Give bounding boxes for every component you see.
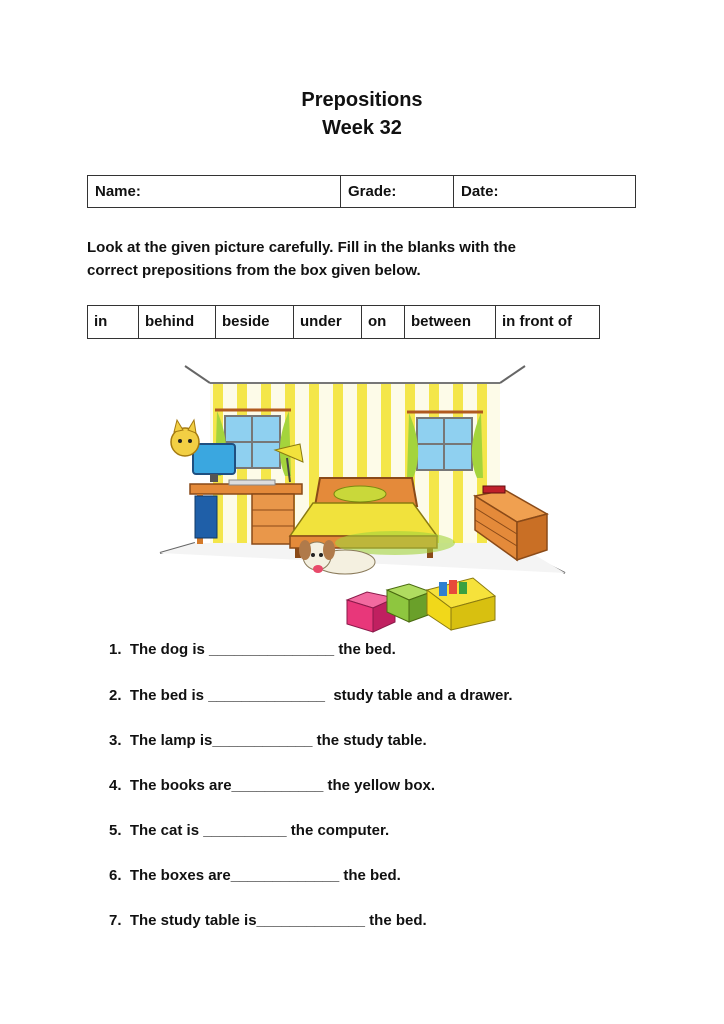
question-4: 4. The books are___________ the yellow box. [109, 777, 435, 794]
date-field[interactable]: Date: [461, 183, 499, 200]
worksheet-title: Prepositions [301, 89, 423, 111]
worksheet-subtitle: Week 32 [322, 117, 402, 139]
question-3: 3. The lamp is____________ the study table. [109, 732, 427, 749]
question-2: 2. The bed is ______________ study table and a drawer. [109, 687, 513, 704]
right-window [407, 412, 483, 478]
bedroom-illustration [155, 358, 575, 638]
instructions-line-1: Look at the given picture carefully. Fill in the blanks with the [87, 239, 516, 256]
boxes [347, 578, 495, 632]
grade-field[interactable]: Grade: [341, 176, 454, 207]
instructions-line-2: correct prepositions from the box given below. [87, 262, 421, 279]
question-1: 1. The dog is _______________ the bed. [109, 641, 396, 658]
word-in: in [88, 306, 139, 338]
question-6: 6. The boxes are_____________ the bed. [109, 867, 401, 884]
word-behind: behind [139, 306, 216, 338]
word-between: between [405, 306, 496, 338]
word-in-front-of: in front of [502, 313, 572, 330]
name-field[interactable]: Name: [88, 176, 341, 207]
cat [171, 420, 199, 456]
word-beside: beside [216, 306, 294, 338]
instructions [87, 236, 647, 282]
preposition-word-box [87, 305, 600, 339]
word-under: under [294, 306, 362, 338]
question-7: 7. The study table is_____________ the bed. [109, 912, 427, 929]
word-on: on [362, 306, 405, 338]
student-info-table [87, 175, 636, 208]
question-5: 5. The cat is __________ the computer. [109, 822, 390, 839]
